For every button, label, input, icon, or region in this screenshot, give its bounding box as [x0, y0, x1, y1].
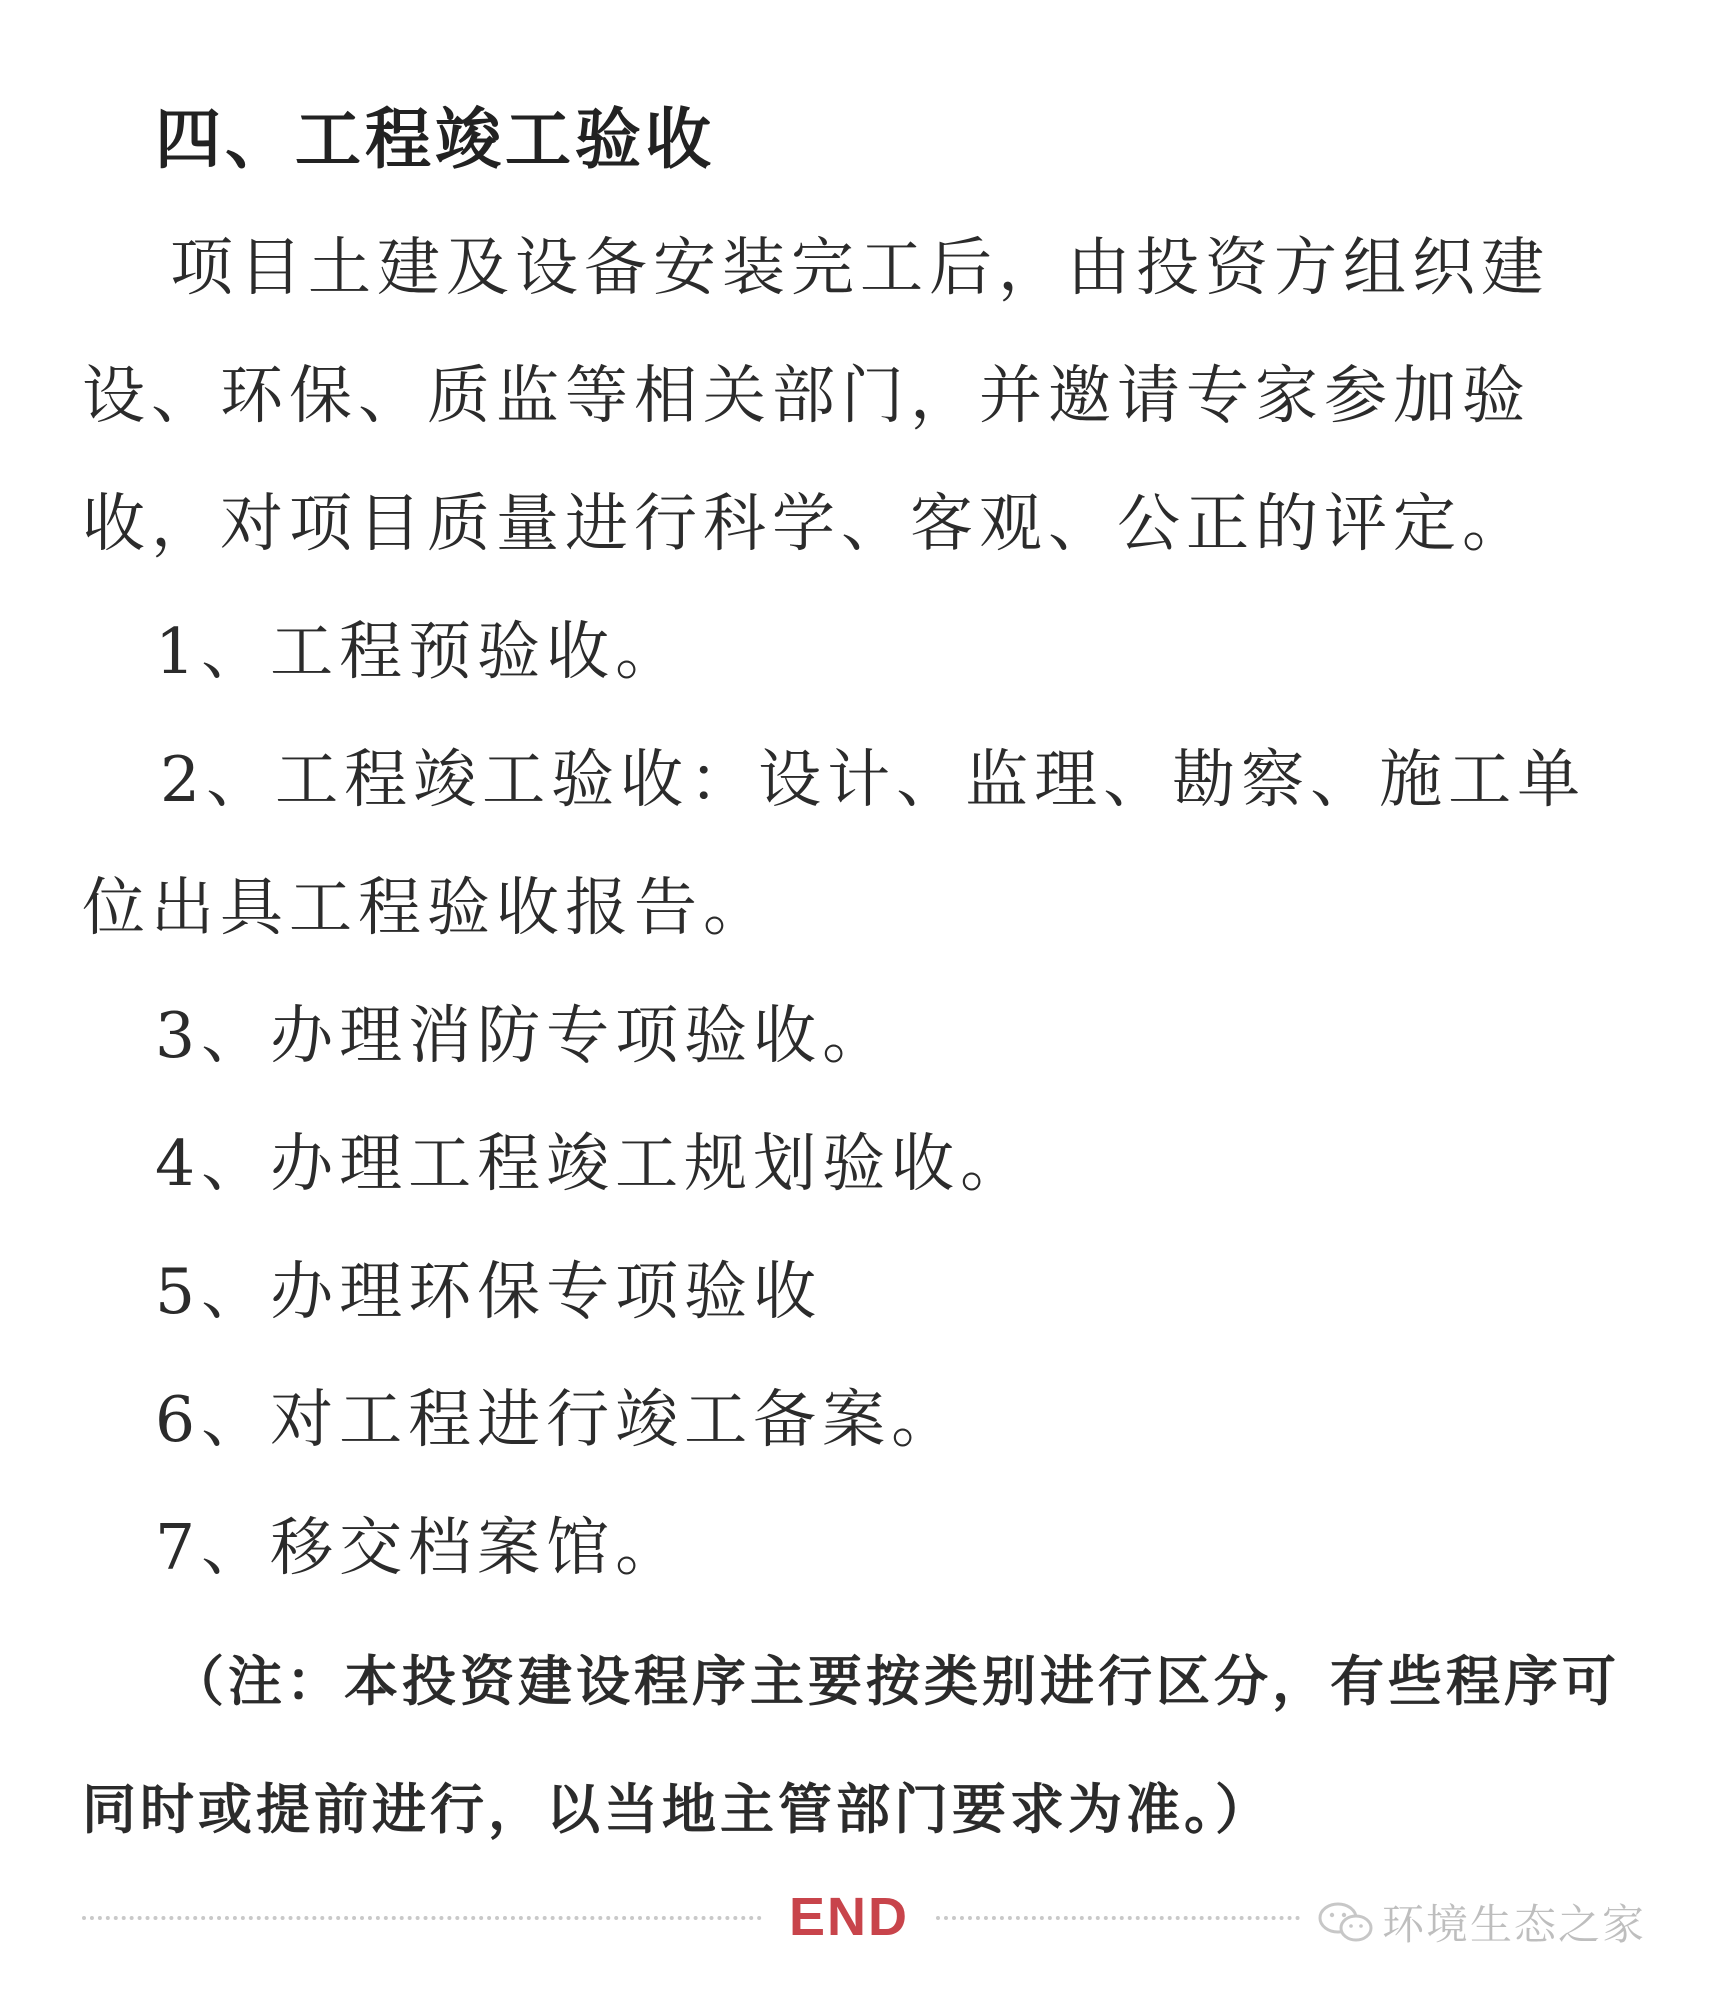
list-item-number: 2 [160, 743, 207, 816]
list-item-text: 、对工程进行竣工备案。 [201, 1383, 961, 1456]
list-item-number: 1 [155, 615, 202, 688]
list-item-text: 、移交档案馆。 [201, 1511, 685, 1584]
watermark-text: 环境生态之家 [1382, 1900, 1647, 1949]
note-line-2: 同时或提前进行，以当地主管部门要求为准。） [82, 1778, 1273, 1841]
list-item-number: 4 [155, 1127, 202, 1200]
list-item-text: 、办理消防专项验收。 [201, 999, 892, 1072]
list-item-number: 7 [155, 1511, 202, 1584]
article-footer [0, 1880, 1716, 1960]
intro-paragraph-line-1: 项目土建及设备安装完工后，由投资方组织建 [170, 231, 1550, 304]
source-watermark [1316, 1892, 1646, 1952]
list-item [155, 1252, 822, 1332]
section-heading: 四、工程竣工验收 [155, 101, 715, 178]
list-item-text: 、办理环保专项验收 [201, 1255, 823, 1328]
list-item-text: 、工程竣工验收：设计、监理、勘察、施工单 [206, 743, 1587, 816]
list-item-text: 、办理工程竣工规划验收。 [201, 1127, 1030, 1200]
list-item-number: 3 [155, 999, 202, 1072]
list-item [155, 1380, 960, 1460]
footer-divider-left [82, 1916, 762, 1920]
list-item-number: 5 [155, 1255, 202, 1328]
end-label: END [788, 1887, 909, 1947]
note-line-1: （注：本投资建设程序主要按类别进行区分，有些程序可 [170, 1650, 1620, 1713]
list-item [160, 740, 1586, 820]
list-item [155, 996, 891, 1076]
list-item-text: 、工程预验收。 [201, 615, 685, 688]
list-item-number: 6 [155, 1383, 202, 1456]
list-item [155, 1508, 684, 1588]
intro-paragraph-line-2: 设、环保、质监等相关部门，并邀请专家参加验 [82, 359, 1531, 432]
intro-paragraph-line-3: 收，对项目质量进行科学、客观、公正的评定。 [82, 487, 1531, 560]
list-item [155, 612, 684, 692]
list-item-continuation: 位出具工程验收报告。 [82, 871, 772, 944]
wechat-icon [1316, 1898, 1376, 1946]
list-item [155, 1124, 1029, 1204]
footer-divider-right [936, 1916, 1300, 1920]
